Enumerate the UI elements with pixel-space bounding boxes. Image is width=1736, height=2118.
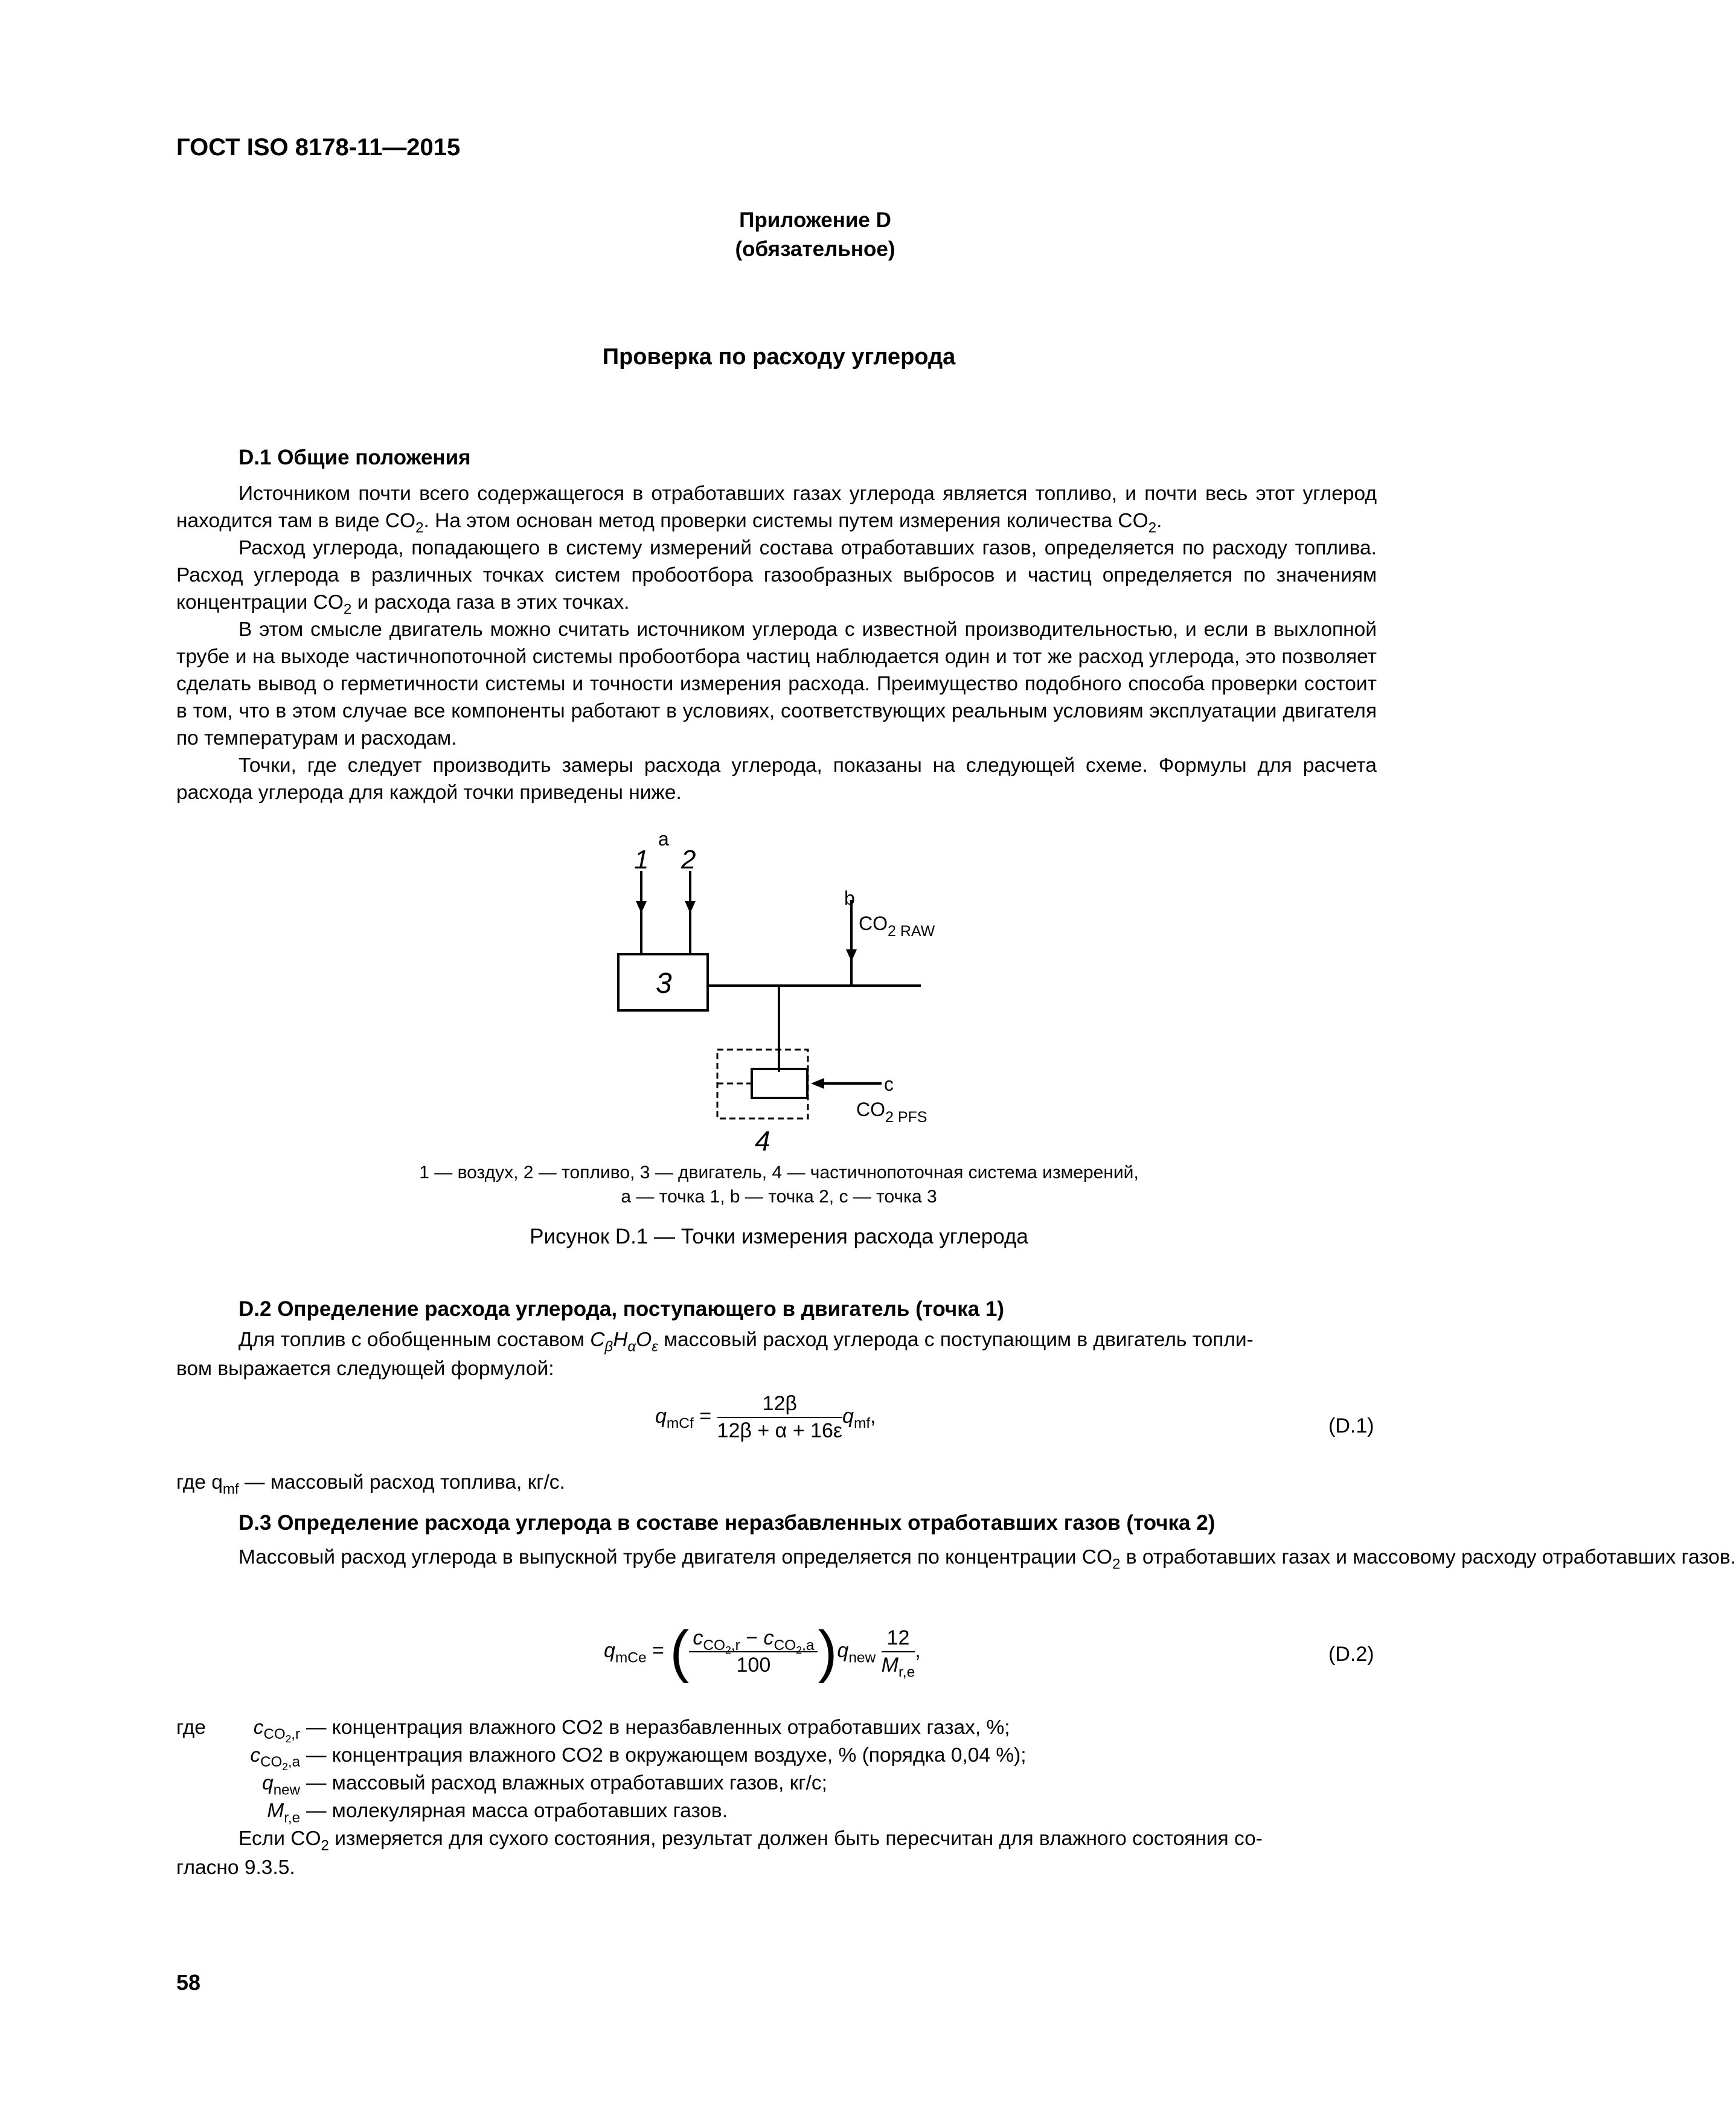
text-run: Источником почти всего содержащегося в отработавших газах углерода является топливо, и почти весь этот углерод находится там в виде CO: [176, 483, 1377, 532]
eq-subscript: new: [848, 1649, 876, 1666]
text-run: измеряется для сухого состояния, результат должен быть пересчитан для влажного состояния со-: [328, 1828, 1263, 1850]
point-b-label: b: [844, 887, 855, 909]
subscript: 2: [1148, 519, 1157, 536]
pfs-probe-arrow-head: [811, 1078, 824, 1089]
eq-denominator: $M_{r,e}$: [881, 1654, 915, 1681]
d2-text-line2: вом выражается следующей формулой:: [176, 1358, 554, 1380]
text-run: Расход углерода, попадающего в систему измерений состава отработавших газов, определяется по расходу топлива. Расход углерода в различных точках систем пробоотбора газообразных выбросов и частиц определяется по значениям концентрации CO: [176, 537, 1377, 614]
appendix-status: (обязательное): [735, 237, 895, 261]
fuel-formula: $C_\beta H_\alpha O_\varepsilon$: [590, 1329, 658, 1355]
d3-text-line1: [239, 1546, 1736, 1573]
d2-text-line1: [239, 1329, 1254, 1355]
subscript: 2: [321, 1837, 329, 1854]
eq-symbol: q: [837, 1638, 849, 1662]
document-code: ГОСТ ISO 8178-11—2015: [176, 134, 461, 161]
figure-title: Рисунок D.1 — Точки измерения расхода углерода: [530, 1225, 1028, 1248]
right-paren: ): [818, 1619, 838, 1684]
engine-label: 3: [656, 968, 672, 1000]
def-text: — молекулярная масса отработавших газов.: [306, 1800, 728, 1822]
fuel-label: 2: [681, 845, 696, 874]
subscript: 2: [343, 601, 352, 618]
text-run: . На этом основан метод проверки системы путем измерения количества CO: [423, 510, 1148, 532]
d2-where-line: [176, 1471, 565, 1498]
where-label: где: [176, 1716, 206, 1739]
co2-raw-label: $CO_{2 RAW}$: [859, 913, 935, 940]
section-heading-d2: D.2 Определение расхода углерода, поступающего в двигатель (точка 1): [239, 1297, 1005, 1321]
text-run: и расхода газа в этих точках.: [351, 591, 630, 614]
text-run: в отработавших газах и массовому расходу отработавших газов.: [1120, 1546, 1736, 1568]
fuel-arrow-head: [685, 901, 696, 913]
raw-probe-arrow-head: [846, 949, 857, 961]
carbon-flow-diagram: [0, 0, 1497, 1178]
text-run: Массовый расход углерода в выпускной трубе двигателя определяется по концентрации CO: [239, 1546, 1113, 1568]
section-heading-d1: D.1 Общие положения: [239, 446, 471, 469]
subscript: mf: [222, 1481, 239, 1498]
air-label: 1: [634, 845, 649, 874]
eq-numerator: 12: [882, 1626, 915, 1652]
eq-fraction-molar: [881, 1626, 915, 1681]
pfs-box: [752, 1069, 807, 1098]
page-number: 58: [176, 1970, 201, 1995]
subscript: 2: [1112, 1556, 1121, 1573]
pfs-label: 4: [755, 1125, 770, 1157]
d3-final-line1: [239, 1828, 1263, 1854]
def-symbol: $c_{CO_2,a}$: [250, 1744, 300, 1773]
eq-numerator: $c_{CO_2,r} - c_{CO_2,a}$: [689, 1626, 818, 1652]
eq-numerator: 12β: [717, 1392, 843, 1418]
text-run: массовый расход углерода с поступающим в двигатель топли-: [658, 1329, 1254, 1351]
eq-symbol: q: [655, 1404, 667, 1428]
text-run: — массовый расход топлива, кг/с.: [239, 1471, 565, 1494]
paragraph: В этом смысле двигатель можно считать источником углерода с известной производительностью, и если в выхлопной трубе и на выходе частичнопоточной системы пробоотбора частиц наблюдается один и тот же расход углерода, это позволяет сделать вывод о герметичности системы и точности измерения расхода. Преимущество подобного способа проверки состоит в том, что в этом случае все компоненты работают в условиях, соответствующих реальным условиям эксплуатации двигателя по температурам и расходам.: [176, 618, 1377, 749]
eq-denominator: 12β + α + 16ε: [717, 1419, 843, 1442]
def-symbol: $c_{CO_2,r}$: [253, 1716, 300, 1745]
eq-subscript: mCe: [615, 1649, 647, 1666]
eq-denominator: 100: [736, 1654, 771, 1677]
eq-fraction: [689, 1626, 818, 1677]
text-run: Если CO: [239, 1828, 321, 1850]
left-paren: (: [670, 1619, 690, 1684]
point-c-label: c: [884, 1073, 894, 1095]
d3-final-line2: гласно 9.3.5.: [176, 1856, 295, 1879]
eq-symbol: q: [842, 1404, 854, 1428]
co2-pfs-label: $CO_{2 PFS}$: [856, 1099, 927, 1126]
paragraph: Точки, где следует производить замеры расхода углерода, показаны на следующей схеме. Формулы для расчета расхода углерода для каждой точки приведены ниже.: [176, 754, 1377, 804]
section-heading-d3: D.3 Определение расхода углерода в составе неразбавленных отработавших газов (точка 2): [239, 1511, 1216, 1535]
def-symbol: $M_{r,e}$: [267, 1800, 300, 1826]
air-arrow-head: [636, 901, 647, 913]
figure-legend-line1: 1 — воздух, 2 — топливо, 3 — двигатель, 4 — частичнопоточная система измерений,: [419, 1163, 1139, 1183]
def-symbol: $q_{new}$: [262, 1772, 300, 1799]
eq-subscript: mf: [853, 1415, 871, 1432]
def-text: — концентрация влажного CO2 в неразбавленных отработавших газах, %;: [306, 1716, 1010, 1739]
page-title: Проверка по расходу углерода: [602, 344, 956, 370]
def-text: — массовый расход влажных отработавших газов, кг/с;: [306, 1772, 827, 1794]
eq-subscript: mCf: [666, 1415, 694, 1432]
subscript: 2: [415, 519, 424, 536]
text-run: где q: [176, 1471, 223, 1494]
eq-fraction: [717, 1392, 843, 1443]
text-run: .: [1156, 510, 1162, 532]
def-text: — концентрация влажного CO2 в окружающем воздухе, % (порядка 0,04 %);: [306, 1744, 1027, 1767]
equation-number-d2: (D.2): [1328, 1643, 1374, 1666]
eq-symbol: q: [604, 1638, 615, 1662]
figure-legend-line2: a — точка 1, b — точка 2, c — точка 3: [621, 1187, 937, 1207]
text-run: Для топлив с обобщенным составом: [239, 1329, 591, 1351]
equation-d1: $q_{mCf}$ = $\frac{12\beta}{12\beta + \alpha + 16\varepsilon}$ $q_{mf}$,: [655, 1392, 876, 1442]
appendix-label: Приложение D: [739, 208, 891, 232]
equation-d2: $q_{mCe}$ = ( $\frac{c_{CO_2,r} - c_{CO_2,a}}{100}$ )$q_{new}$ $\frac{12}{M_{r,e}}$ ,: [604, 1619, 921, 1684]
equation-number-d1: (D.1): [1328, 1414, 1374, 1437]
point-a-label: a: [658, 828, 669, 850]
